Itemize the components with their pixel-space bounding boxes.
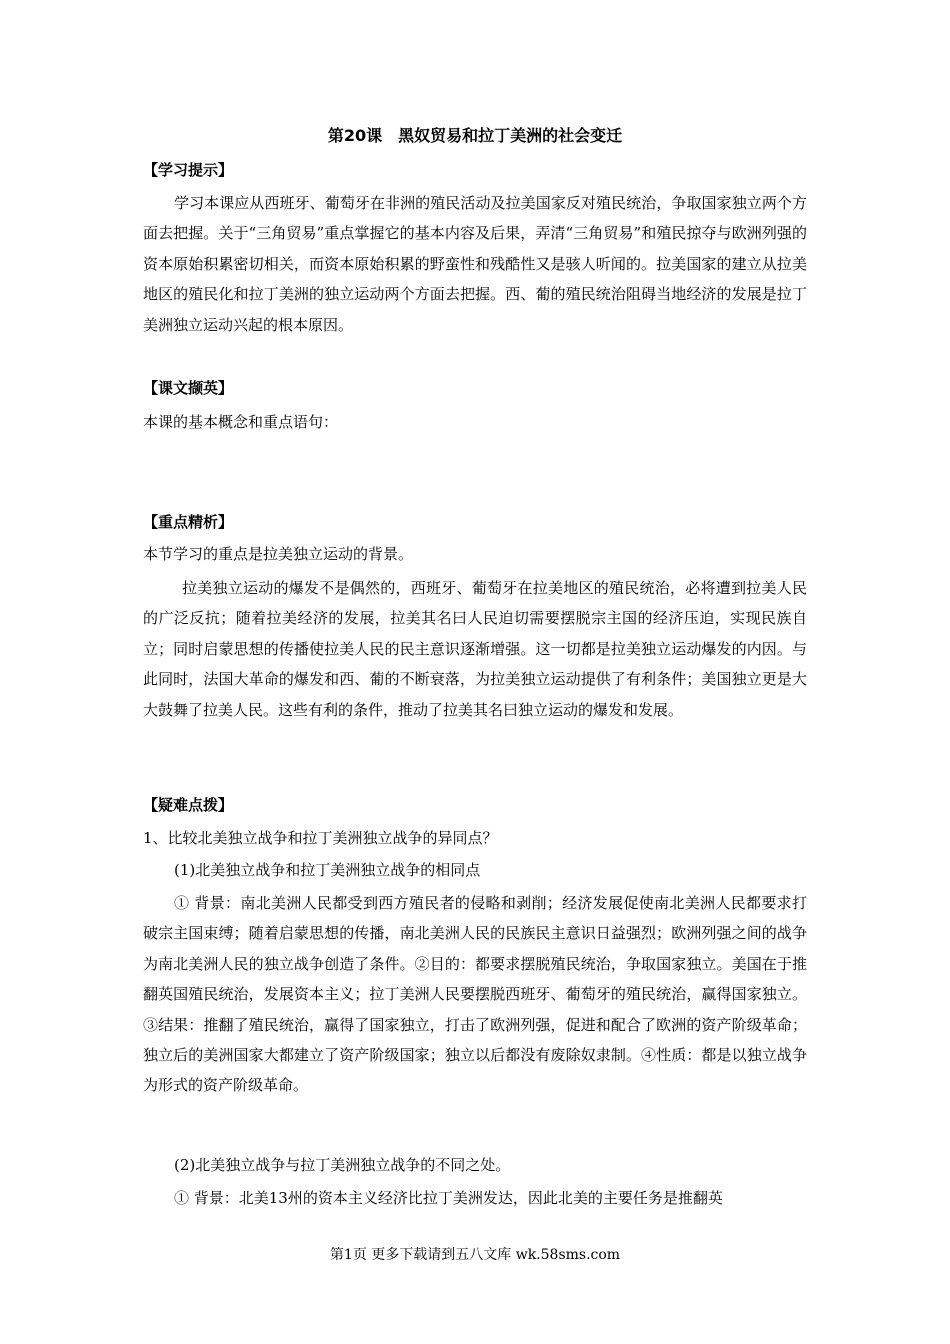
similarities-subheading: (1)北美独立战争和拉丁美洲独立战争的相同点 (174, 861, 481, 879)
differences-subheading: (2)北美独立战争与拉丁美洲独立战争的不同之处。 (174, 1156, 511, 1174)
heading-text-excerpts: 【课文撷英】 (143, 379, 234, 397)
heading-key-analysis: 【重点精析】 (143, 513, 234, 531)
page-title: 第20课 黑奴贸易和拉丁美洲的社会变迁 (327, 126, 623, 145)
key-analysis-intro: 本节学习的重点是拉美独立运动的背景。 (143, 545, 414, 563)
heading-learning-tips: 【学习提示】 (143, 161, 234, 179)
page-footer: 第1页 更多下载请到五八文库 wk.58sms.com (329, 1247, 621, 1263)
text-excerpts-line: 本课的基本概念和重点语句： (143, 413, 339, 431)
similarities-paragraph: ① 背景：南北美洲人民都受到西方殖民者的侵略和剥削；经济发展促使南北美洲人民都要求打破宗主国束缚；随着启蒙思想的传播，南北美洲人民的民族民主意识日益强烈；欧洲列强之间的战争为南北美洲人民的独立战争创造了条件。②目的：都要求摆脱殖民统治，争取国家独立。美国在于推翻英国殖民统治，发展资本主义；拉丁美洲人民要摆脱西班牙、葡萄牙的殖民统治，赢得国家独立。③结果：推翻了殖民统治，赢得了国家独立，打击了欧洲列强，促进和配合了欧洲的资产阶级革命；独立后的美洲国家大都建立了资产阶级国家；独立以后都没有废除奴隶制。④性质：都是以独立战争为形式的资产阶级革命。 (143, 894, 807, 1095)
key-analysis-paragraph: 拉美独立运动的爆发不是偶然的，西班牙、葡萄牙在拉美地区的殖民统治，必将遭到拉美人民的广泛反抗；随着拉美经济的发展，拉美其名曰人民迫切需要摆脱宗主国的经济压迫，实现民族自立；同时启蒙思想的传播使拉美人民的民主意识逐渐增强。这一切都是拉美独立运动爆发的内因。与此同时，法国大革命的爆发和西、葡的不断衰落，为拉美独立运动提供了有利条件；美国独立更是大大鼓舞了拉美人民。这些有利的条件，推动了拉美其名曰独立运动的爆发和发展。 (143, 579, 807, 719)
heading-difficulty-tips: 【疑难点拨】 (143, 796, 234, 814)
question-line: 1、比较北美独立战争和拉丁美洲独立战争的异同点？ (143, 829, 498, 847)
learning-tips-paragraph: 学习本课应从西班牙、葡萄牙在非洲的殖民活动及拉美国家反对殖民统治，争取国家独立两个方面去把握。关于“三角贸易”重点掌握它的基本内容及后果，弄清“三角贸易”和殖民掠夺与欧洲列强的资本原始积累密切相关，而资本原始积累的野蛮性和残酷性又是骇人听闻的。拉美国家的建立从拉美地区的殖民化和拉丁美洲的独立运动两个方面去把握。西、葡的殖民统治阻碍当地经济的发展是拉丁美洲独立运动兴起的根本原因。 (143, 194, 807, 334)
differences-paragraph: ① 背景：北美13州的资本主义经济比拉丁美洲发达，因此北美的主要任务是推翻英 (174, 1189, 723, 1207)
